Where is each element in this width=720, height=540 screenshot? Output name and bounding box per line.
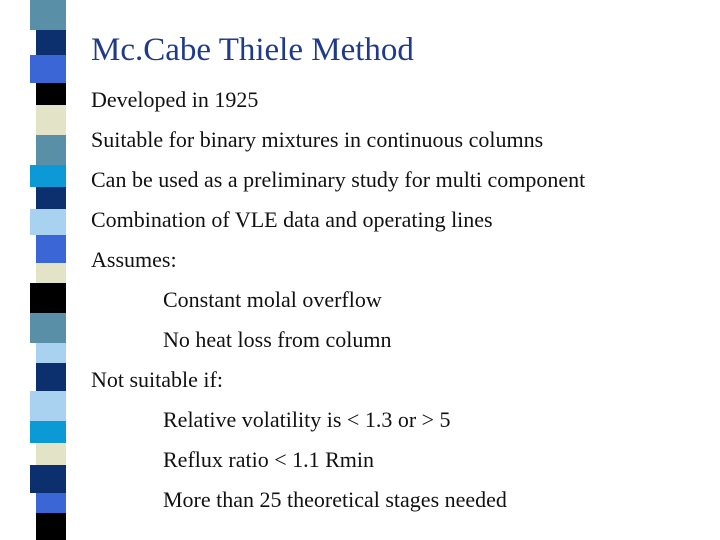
sub-bullet-item: More than 25 theoretical stages needed bbox=[163, 487, 507, 512]
decorative-strip-block bbox=[36, 263, 66, 283]
decorative-strip-block bbox=[30, 0, 66, 30]
bullet-item: Assumes: bbox=[91, 247, 177, 272]
decorative-strip-block bbox=[36, 235, 66, 263]
decorative-strip-block bbox=[30, 313, 66, 343]
bullet-item: Not suitable if: bbox=[91, 367, 223, 392]
sub-bullet-item: No heat loss from column bbox=[163, 327, 392, 352]
decorative-strip-block bbox=[36, 493, 66, 513]
decorative-strip-block bbox=[36, 443, 66, 465]
bullet-item: Suitable for binary mixtures in continuous columns bbox=[91, 127, 544, 152]
sub-bullet-item: Constant molal overflow bbox=[163, 287, 382, 312]
sub-bullet-item: Reflux ratio < 1.1 Rmin bbox=[163, 447, 374, 472]
decorative-color-strip bbox=[0, 0, 72, 540]
decorative-strip-block bbox=[30, 165, 66, 187]
decorative-strip-block bbox=[36, 83, 66, 105]
bullet-item: Developed in 1925 bbox=[91, 87, 259, 112]
decorative-strip-block bbox=[30, 283, 66, 313]
decorative-strip-block bbox=[30, 465, 66, 493]
decorative-strip-block bbox=[30, 391, 66, 421]
decorative-strip-block bbox=[30, 209, 66, 235]
decorative-strip-block bbox=[36, 135, 66, 165]
decorative-strip-block bbox=[36, 363, 66, 391]
slide-title: Mc.Cabe Thiele Method bbox=[91, 32, 414, 68]
bullet-item: Combination of VLE data and operating lines bbox=[91, 207, 493, 232]
decorative-strip-block bbox=[36, 30, 66, 55]
decorative-strip-block bbox=[36, 187, 66, 209]
sub-bullet-item: Relative volatility is < 1.3 or > 5 bbox=[163, 407, 451, 432]
decorative-strip-block bbox=[30, 55, 66, 83]
bullet-list bbox=[91, 80, 711, 520]
decorative-strip-block bbox=[36, 105, 66, 135]
decorative-strip-block bbox=[36, 513, 66, 540]
decorative-strip-block bbox=[36, 343, 66, 363]
decorative-strip-block bbox=[30, 421, 66, 443]
bullet-item: Can be used as a preliminary study for multi component bbox=[91, 167, 586, 192]
